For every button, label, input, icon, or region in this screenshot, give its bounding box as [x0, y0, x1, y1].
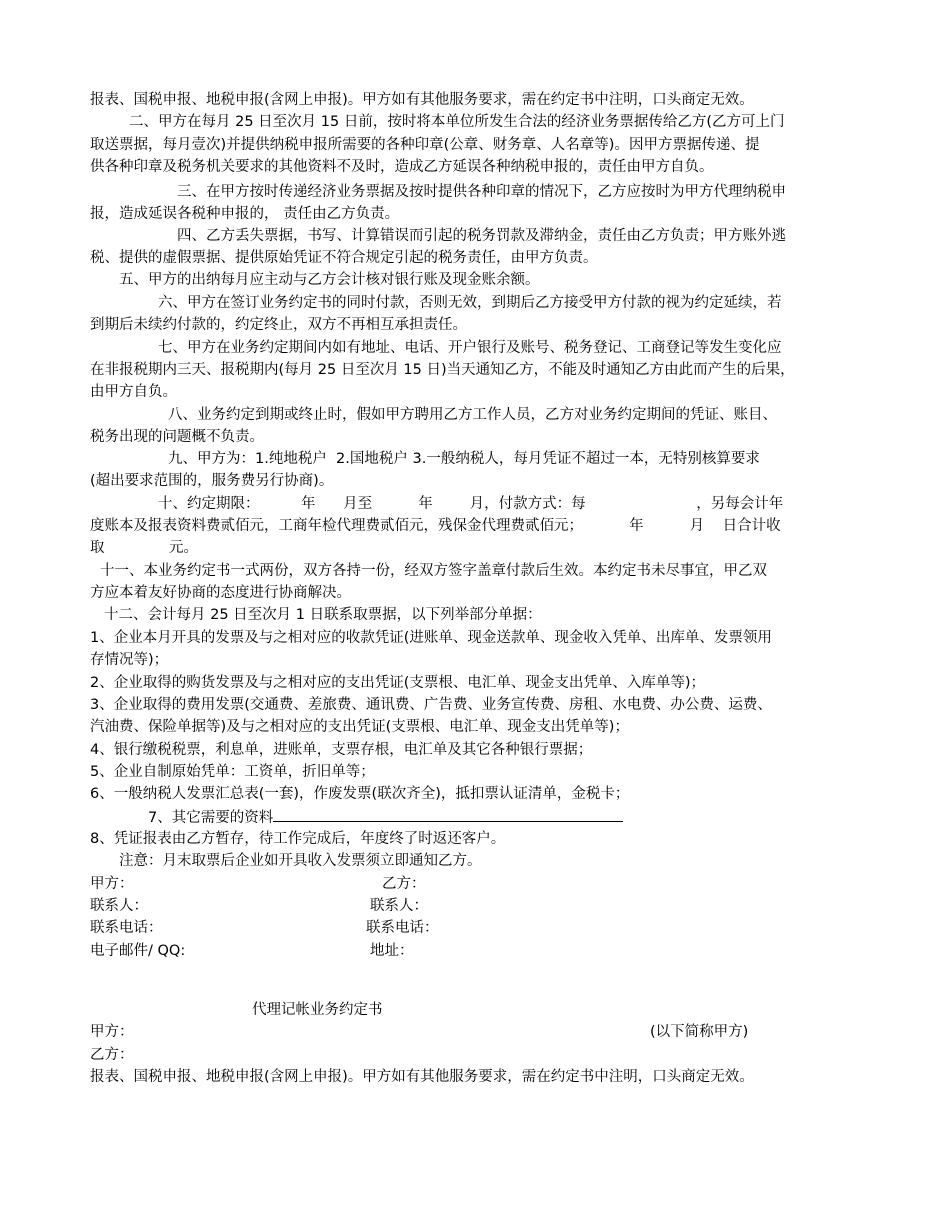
contact-b-label: 联系人：	[370, 898, 428, 914]
second-party-a-label: 甲方：	[90, 1024, 134, 1040]
paragraph-line: 五、甲方的出纳每月应主动与乙方会计核对银行账及现金账余额。	[119, 272, 540, 288]
paragraph-line: 税、提供的虚假票据、提供原始凭证不符合规定引起的税务责任，由甲方负责。	[90, 250, 598, 266]
list-item: 汽油费、保险单据等)及与之相对应的支出凭证(支票根、电汇单、现金支出凭单等)；	[90, 719, 629, 735]
paragraph-line: 税务出现的问题概不负责。	[90, 429, 264, 445]
second-party-b-label: 乙方：	[90, 1047, 134, 1063]
paragraph-line: 三、在甲方按时传递经济业务票据及按时提供各种印章的情况下，乙方应按时为甲方代理纳税申	[177, 184, 786, 200]
paragraph-line: 由甲方自负。	[90, 384, 177, 400]
paragraph-line: 度账本及报表资料费贰佰元，工商年检代理费贰佰元，残保金代理费贰佰元； 年 月 日合计收	[90, 518, 781, 534]
list-item: 2、企业取得的购货发票及与之相对应的支出凭证(支票根、电汇单、现金支出凭单、入库单等)；	[90, 675, 706, 691]
list-item: 6、一般纳税人发票汇总表(一套)，作废发票(联次齐全)，抵扣票认证清单，金税卡；	[90, 786, 630, 802]
paragraph-line: 到期后未续约付款的，约定终止，双方不再相互承担责任。	[90, 317, 467, 333]
paragraph-line: 二、甲方在每月 25 日至次月 15 日前，按时将本单位所发生合法的经济业务票据传给乙方(乙方可上门	[129, 114, 785, 130]
paragraph-line: 九、甲方为：1.纯地税户 2.国地税户 3.一般纳税人，每月凭证不超过一本，无特别核算要求	[168, 451, 760, 467]
list-item	[148, 807, 623, 828]
paragraph-line: 六、甲方在签订业务约定书的同时付款，否则无效，到期后乙方接受甲方付款的视为约定延续，若	[158, 295, 782, 311]
paragraph-line: 十二、会计每月 25 日至次月 1 日联系取票据，以下列举部分单据：	[104, 607, 542, 623]
list-item: 4、银行缴税税票，利息单，进账单，支票存根，电汇单及其它各种银行票据；	[90, 742, 593, 758]
list-item: 存情况等)；	[90, 652, 169, 668]
phone-a-label: 联系电话：	[90, 920, 163, 936]
list-item-text: 7、其它需要的资料	[148, 810, 274, 826]
contact-a-label: 联系人：	[90, 898, 148, 914]
paragraph-line: 在非报税期内三天、报税期内(每月 25 日至次月 15 日)当天通知乙方，不能及时通知乙方由此而产生的后果，	[90, 362, 795, 378]
paragraph-line: 四、乙方丢失票据，书写、计算错误而引起的税务罚款及滞纳金，责任由乙方负责；甲方账外逃	[177, 228, 786, 244]
paragraph-line: 取 元。	[90, 540, 199, 556]
paragraph-line: 方应本着友好协商的态度进行协商解决。	[90, 585, 351, 601]
address-label: 地址：	[370, 943, 414, 959]
fill-in-underline	[273, 807, 623, 822]
list-item: 8、凭证报表由乙方暂存，待工作完成后，年度终了时返还客户。	[90, 831, 506, 847]
list-item: 5、企业自制原始凭单：工资单，折旧单等；	[90, 764, 375, 780]
paragraph-line: 取送票据，每月壹次)并提供纳税申报所需要的各种印章(公章、财务章、人名章等)。因甲方票据传递、提	[90, 137, 760, 153]
note-line: 注意：月末取票后企业如开具收入发票须立即通知乙方。	[119, 853, 482, 869]
party-a-label: 甲方：	[90, 876, 134, 892]
paragraph-line: 八、业务约定到期或终止时，假如甲方聘用乙方工作人员，乙方对业务约定期间的凭证、账目、	[168, 407, 777, 423]
second-party-a-note: (以下简称甲方)	[650, 1024, 749, 1040]
paragraph-line: 报表、国税申报、地税申报(含网上申报)。甲方如有其他服务要求，需在约定书中注明，口头商定无效。	[90, 92, 754, 108]
list-item: 3、企业取得的费用发票(交通费、差旅费、通讯费、广告费、业务宣传费、房租、水电费、办公费、运费、	[90, 697, 772, 713]
paragraph-line: 报表、国税申报、地税申报(含网上申报)。甲方如有其他服务要求，需在约定书中注明，口头商定无效。	[90, 1069, 754, 1085]
paragraph-line: (超出要求范围的，服务费另行协商)。	[90, 473, 334, 489]
paragraph-line: 报，造成延误各税种申报的， 责任由乙方负责。	[90, 206, 400, 222]
party-b-label: 乙方：	[382, 876, 426, 892]
email-qq-label: 电子邮件/ QQ:	[90, 943, 186, 959]
list-item: 1、企业本月开具的发票及与之相对应的收款凭证(进账单、现金送款单、现金收入凭单、出库单、发票领用	[90, 630, 772, 646]
paragraph-line: 七、甲方在业务约定期间内如有地址、电话、开户银行及账号、税务登记、工商登记等发生变化应	[158, 340, 782, 356]
paragraph-line: 供各种印章及税务机关要求的其他资料不及时，造成乙方延误各种纳税申报的，责任由甲方自负。	[90, 159, 714, 175]
paragraph-line: 十、约定期限： 年 月至 年 月，付款方式：每 ，另每会计年	[158, 496, 784, 512]
phone-b-label: 联系电话：	[366, 920, 439, 936]
second-document-title: 代理记帐业务约定书	[252, 1002, 383, 1018]
paragraph-line: 十一、本业务约定书一式两份，双方各持一份，经双方签字盖章付款后生效。本约定书未尽事宜，甲乙双	[100, 563, 767, 579]
